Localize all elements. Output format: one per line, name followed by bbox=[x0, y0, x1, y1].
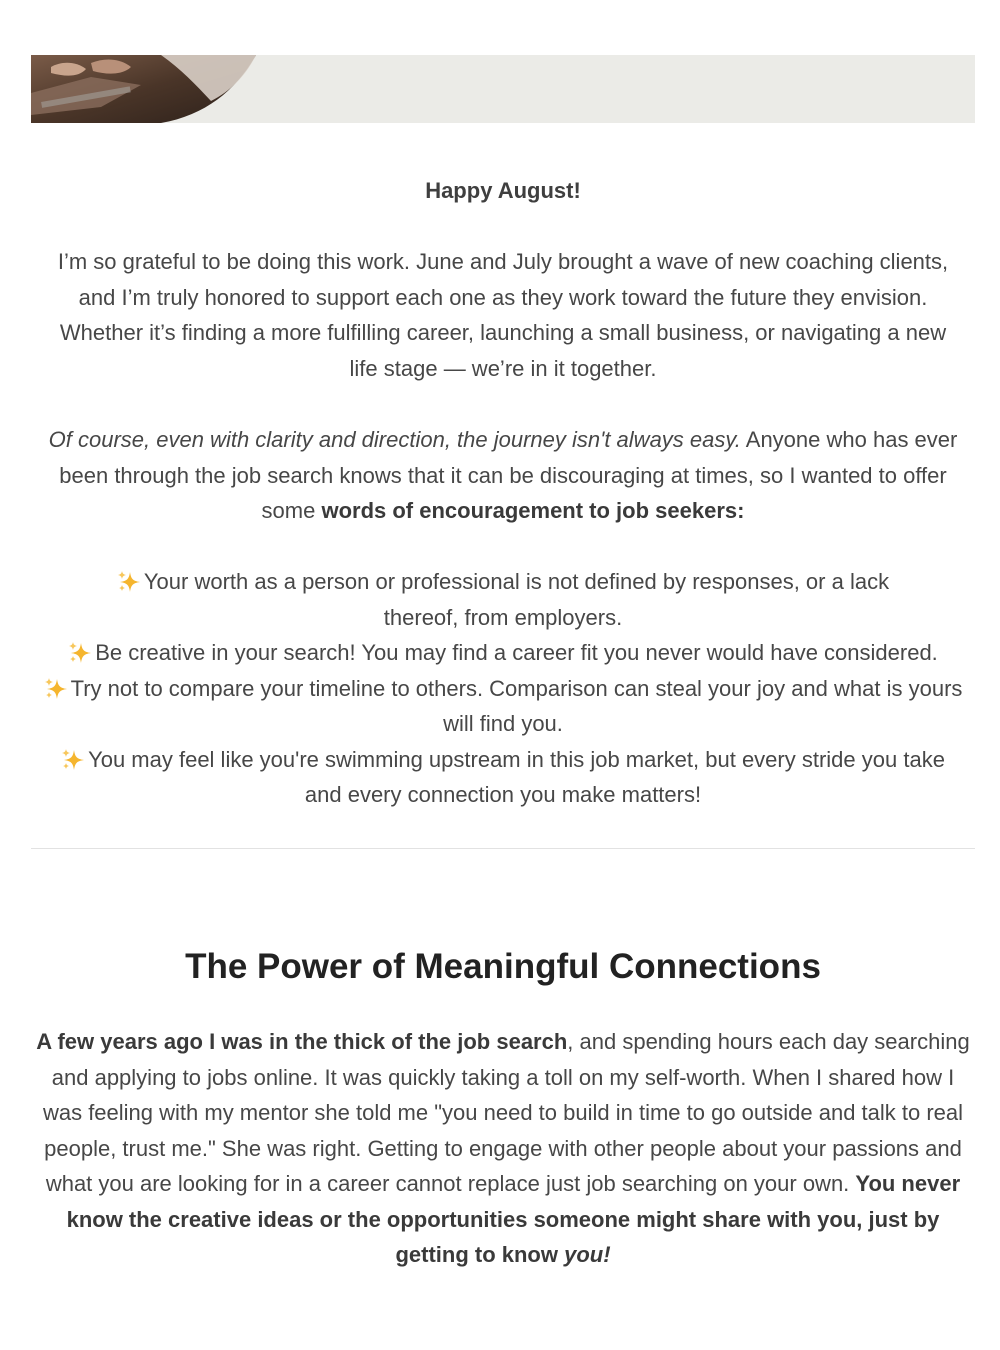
hero-banner bbox=[31, 55, 975, 123]
sparkles-icon bbox=[61, 748, 85, 770]
sparkles-icon bbox=[68, 641, 92, 663]
tip-item bbox=[31, 564, 975, 635]
laptop-hands-photo-icon bbox=[31, 55, 261, 123]
sparkles-icon bbox=[44, 677, 68, 699]
tip-item bbox=[31, 671, 975, 742]
connections-bold-intro: A few years ago I was in the thick of the job search bbox=[36, 1029, 568, 1054]
connections-paragraph bbox=[31, 1024, 975, 1273]
encouragement-plain: Anyone who has ever been through the job search knows that it can be discouraging at times, so I wanted to offer some bbox=[59, 427, 958, 523]
connections-bold-outro: You never know the creative ideas or the opportunities someone might share with you, just by getting to know bbox=[66, 1171, 961, 1267]
connections-bold-italic: you! bbox=[564, 1242, 611, 1267]
tip-text: Be creative in your search! You may find a career fit you never would have considered. bbox=[95, 640, 938, 665]
intro-text: I’m so grateful to be doing this work. June and July brought a wave of new coaching clients, and I’m truly honored to support each one as they work toward the future they envision. Whether it’s finding a more fulfilling career, launching a small business, or navigating a new life stage — we’re in it together. bbox=[57, 249, 949, 381]
connections-body: , and spending hours each day searching and applying to jobs online. It was quickly taking a toll on my self-worth. When I shared how I was feeling with my mentor she told me "you need to build in time to go outside and talk to real people, trust me." She was right. Getting to engage with other people about your passions and what you are looking for in a career cannot replace just job searching on your own. bbox=[42, 1029, 970, 1196]
tips-list bbox=[31, 564, 975, 813]
section-divider bbox=[31, 848, 975, 849]
tip-text: Try not to compare your timeline to others. Comparison can steal your joy and what is yours will find you. bbox=[70, 675, 963, 736]
greeting bbox=[31, 173, 975, 209]
connections-text bbox=[31, 1024, 975, 1273]
intro-paragraph bbox=[31, 244, 975, 386]
tip-item bbox=[31, 635, 975, 671]
tip-text: You may feel like you're swimming upstream in this job market, but every stride you take and every connection you make matters! bbox=[88, 746, 945, 807]
greeting-text: Happy August! bbox=[425, 178, 581, 203]
tip-item bbox=[31, 742, 975, 813]
tip-text: Your worth as a person or professional is not defined by responses, or a lack thereof, from employers. bbox=[143, 569, 890, 630]
encouragement-intro-text bbox=[31, 422, 975, 529]
section-title: The Power of Meaningful Connections bbox=[185, 947, 821, 986]
encouragement-bold: words of encouragement to job seekers: bbox=[321, 498, 745, 523]
sparkles-icon bbox=[117, 570, 141, 592]
encouragement-italic: Of course, even with clarity and direction, the journey isn't always easy. bbox=[48, 427, 741, 452]
encouragement-intro bbox=[31, 422, 975, 529]
